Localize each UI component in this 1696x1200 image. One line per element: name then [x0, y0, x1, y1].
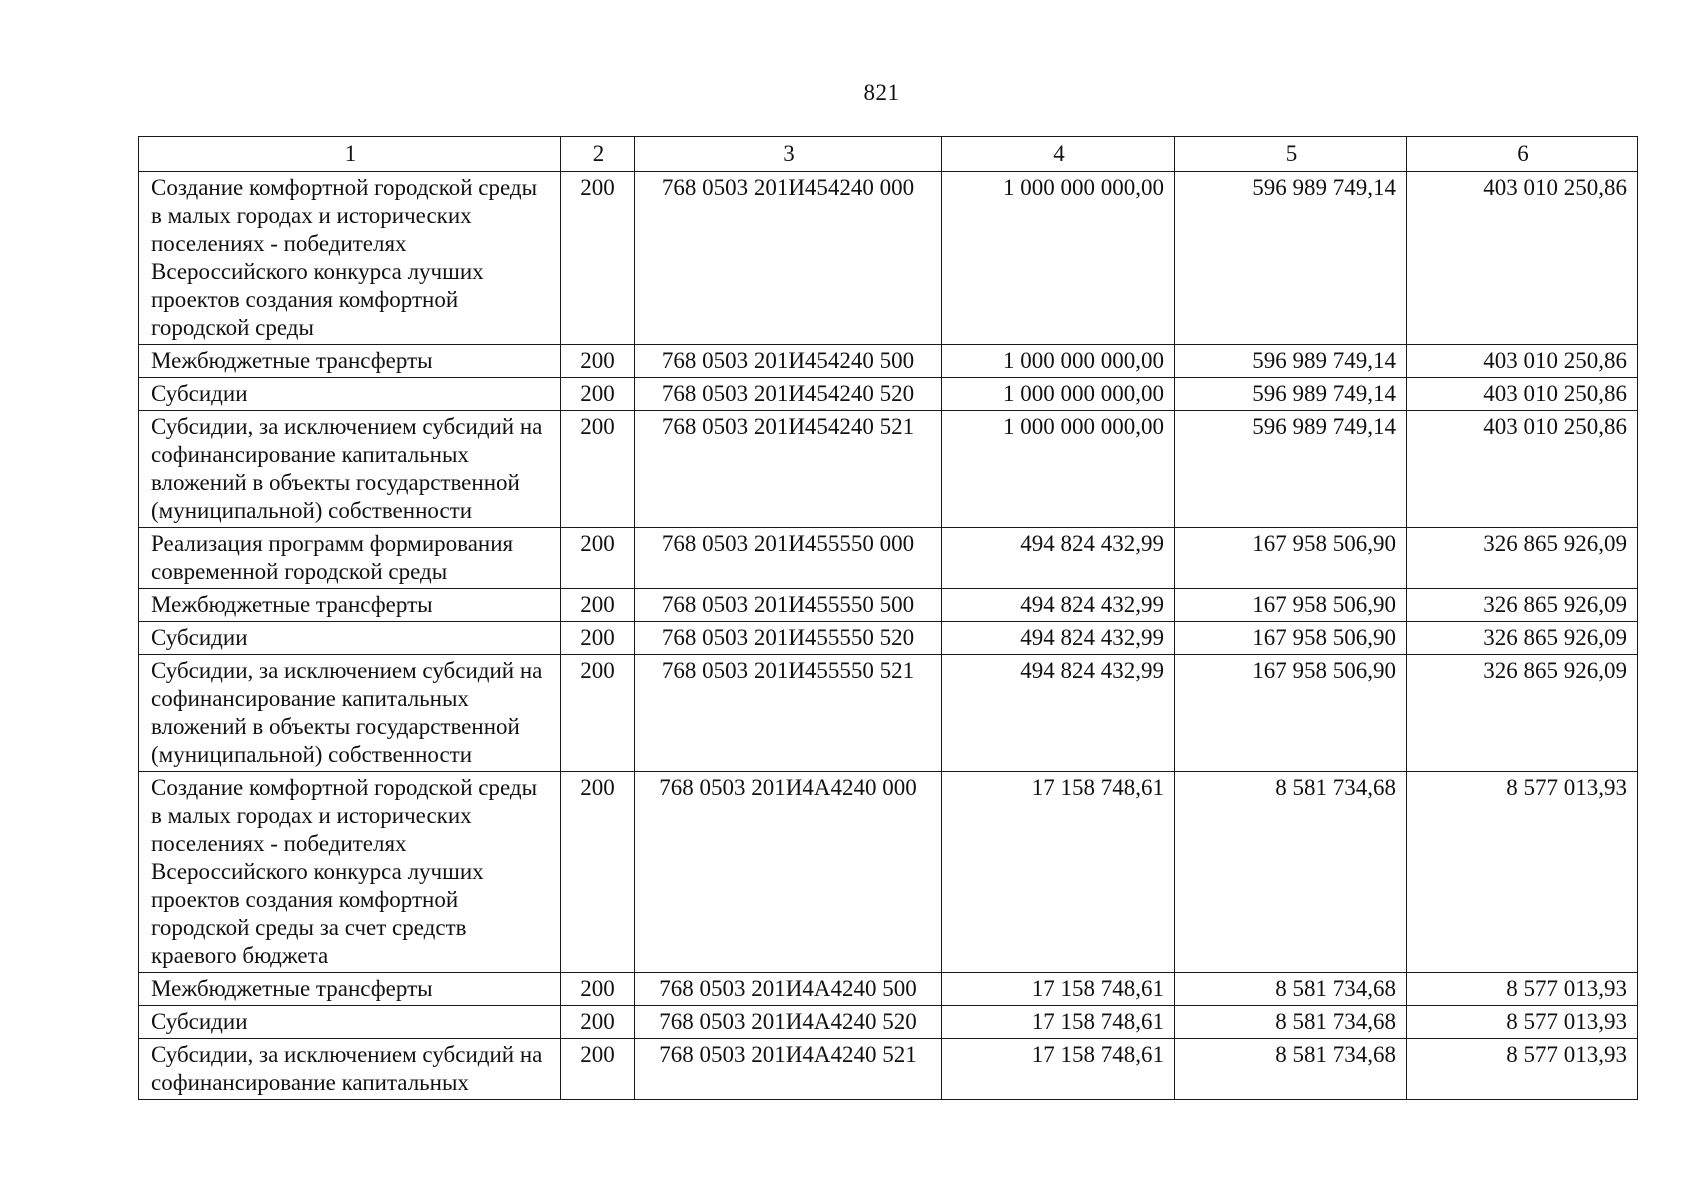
remainder-amount-cell: 326 865 926,09 — [1407, 589, 1638, 622]
executed-amount-cell: 8 581 734,68 — [1175, 772, 1407, 973]
expense-code-cell: 200 — [561, 411, 635, 528]
executed-amount-cell: 8 581 734,68 — [1175, 1039, 1407, 1100]
table-row — [139, 378, 1638, 411]
column-header-1: 1 — [139, 137, 561, 172]
classification-code-cell: 768 0503 201И4А4240 000 — [635, 772, 942, 973]
header-row — [139, 137, 1638, 172]
column-header-4: 4 — [942, 137, 1175, 172]
remainder-amount-cell: 403 010 250,86 — [1407, 378, 1638, 411]
classification-code-cell: 768 0503 201И455550 000 — [635, 528, 942, 589]
expense-name-cell: Создание комфортной городской среды в малых городах и исторических поселениях - победителях Всероссийского конкурса лучших проектов создания комфортной городской среды за счет средств краевого бюджета — [139, 772, 561, 973]
executed-amount-cell: 167 958 506,90 — [1175, 528, 1407, 589]
expense-name-cell: Межбюджетные трансферты — [139, 589, 561, 622]
plan-amount-cell: 17 158 748,61 — [942, 772, 1175, 973]
plan-amount-cell: 1 000 000 000,00 — [942, 345, 1175, 378]
expense-name-cell: Создание комфортной городской среды в малых городах и исторических поселениях - победителях Всероссийского конкурса лучших проектов создания комфортной городской среды — [139, 172, 561, 345]
remainder-amount-cell: 8 577 013,93 — [1407, 973, 1638, 1006]
expense-code-cell: 200 — [561, 1039, 635, 1100]
table-row — [139, 1006, 1638, 1039]
plan-amount-cell: 494 824 432,99 — [942, 622, 1175, 655]
table-row — [139, 172, 1638, 345]
expense-code-cell: 200 — [561, 528, 635, 589]
page-number: 821 — [863, 80, 900, 105]
plan-amount-cell: 17 158 748,61 — [942, 973, 1175, 1006]
classification-code-cell: 768 0503 201И454240 520 — [635, 378, 942, 411]
remainder-amount-cell: 326 865 926,09 — [1407, 622, 1638, 655]
executed-amount-cell: 167 958 506,90 — [1175, 622, 1407, 655]
expense-code-cell: 200 — [561, 172, 635, 345]
table-row — [139, 411, 1638, 528]
expense-code-cell: 200 — [561, 655, 635, 772]
expense-name-cell: Субсидии — [139, 622, 561, 655]
budget-table — [138, 136, 1638, 1100]
expense-name-cell: Субсидии — [139, 1006, 561, 1039]
executed-amount-cell: 596 989 749,14 — [1175, 378, 1407, 411]
expense-code-cell: 200 — [561, 378, 635, 411]
plan-amount-cell: 17 158 748,61 — [942, 1039, 1175, 1100]
plan-amount-cell: 17 158 748,61 — [942, 1006, 1175, 1039]
expense-name-cell: Субсидии, за исключением субсидий на софинансирование капитальных — [139, 1039, 561, 1100]
expense-code-cell: 200 — [561, 1006, 635, 1039]
remainder-amount-cell: 8 577 013,93 — [1407, 1039, 1638, 1100]
remainder-amount-cell: 403 010 250,86 — [1407, 411, 1638, 528]
remainder-amount-cell: 326 865 926,09 — [1407, 528, 1638, 589]
classification-code-cell: 768 0503 201И454240 521 — [635, 411, 942, 528]
remainder-amount-cell: 403 010 250,86 — [1407, 345, 1638, 378]
executed-amount-cell: 8 581 734,68 — [1175, 1006, 1407, 1039]
table-row — [139, 973, 1638, 1006]
remainder-amount-cell: 326 865 926,09 — [1407, 655, 1638, 772]
executed-amount-cell: 167 958 506,90 — [1175, 589, 1407, 622]
table-body — [139, 172, 1638, 1100]
table-row — [139, 589, 1638, 622]
expense-code-cell: 200 — [561, 345, 635, 378]
plan-amount-cell: 1 000 000 000,00 — [942, 411, 1175, 528]
executed-amount-cell: 596 989 749,14 — [1175, 411, 1407, 528]
expense-name-cell: Субсидии, за исключением субсидий на софинансирование капитальных вложений в объекты государственной (муниципальной) собственности — [139, 411, 561, 528]
classification-code-cell: 768 0503 201И454240 000 — [635, 172, 942, 345]
executed-amount-cell: 596 989 749,14 — [1175, 345, 1407, 378]
remainder-amount-cell: 8 577 013,93 — [1407, 1006, 1638, 1039]
plan-amount-cell: 494 824 432,99 — [942, 655, 1175, 772]
classification-code-cell: 768 0503 201И455550 500 — [635, 589, 942, 622]
expense-code-cell: 200 — [561, 622, 635, 655]
executed-amount-cell: 596 989 749,14 — [1175, 172, 1407, 345]
plan-amount-cell: 494 824 432,99 — [942, 528, 1175, 589]
executed-amount-cell: 8 581 734,68 — [1175, 973, 1407, 1006]
expense-code-cell: 200 — [561, 973, 635, 1006]
remainder-amount-cell: 403 010 250,86 — [1407, 172, 1638, 345]
column-header-6: 6 — [1407, 137, 1638, 172]
table-row — [139, 622, 1638, 655]
expense-code-cell: 200 — [561, 772, 635, 973]
executed-amount-cell: 167 958 506,90 — [1175, 655, 1407, 772]
expense-name-cell: Субсидии, за исключением субсидий на софинансирование капитальных вложений в объекты государственной (муниципальной) собственности — [139, 655, 561, 772]
expense-code-cell: 200 — [561, 589, 635, 622]
classification-code-cell: 768 0503 201И4А4240 520 — [635, 1006, 942, 1039]
table-row — [139, 1039, 1638, 1100]
table-row — [139, 655, 1638, 772]
plan-amount-cell: 494 824 432,99 — [942, 589, 1175, 622]
table-row — [139, 345, 1638, 378]
expense-name-cell: Межбюджетные трансферты — [139, 973, 561, 1006]
table-row — [139, 528, 1638, 589]
table-row — [139, 772, 1638, 973]
column-header-3: 3 — [635, 137, 942, 172]
classification-code-cell: 768 0503 201И4А4240 521 — [635, 1039, 942, 1100]
table-header — [139, 137, 1638, 172]
classification-code-cell: 768 0503 201И455550 520 — [635, 622, 942, 655]
classification-code-cell: 768 0503 201И454240 500 — [635, 345, 942, 378]
classification-code-cell: 768 0503 201И455550 521 — [635, 655, 942, 772]
plan-amount-cell: 1 000 000 000,00 — [942, 378, 1175, 411]
column-header-5: 5 — [1175, 137, 1407, 172]
column-header-2: 2 — [561, 137, 635, 172]
remainder-amount-cell: 8 577 013,93 — [1407, 772, 1638, 973]
classification-code-cell: 768 0503 201И4А4240 500 — [635, 973, 942, 1006]
expense-name-cell: Реализация программ формирования современной городской среды — [139, 528, 561, 589]
plan-amount-cell: 1 000 000 000,00 — [942, 172, 1175, 345]
expense-name-cell: Субсидии — [139, 378, 561, 411]
expense-name-cell: Межбюджетные трансферты — [139, 345, 561, 378]
